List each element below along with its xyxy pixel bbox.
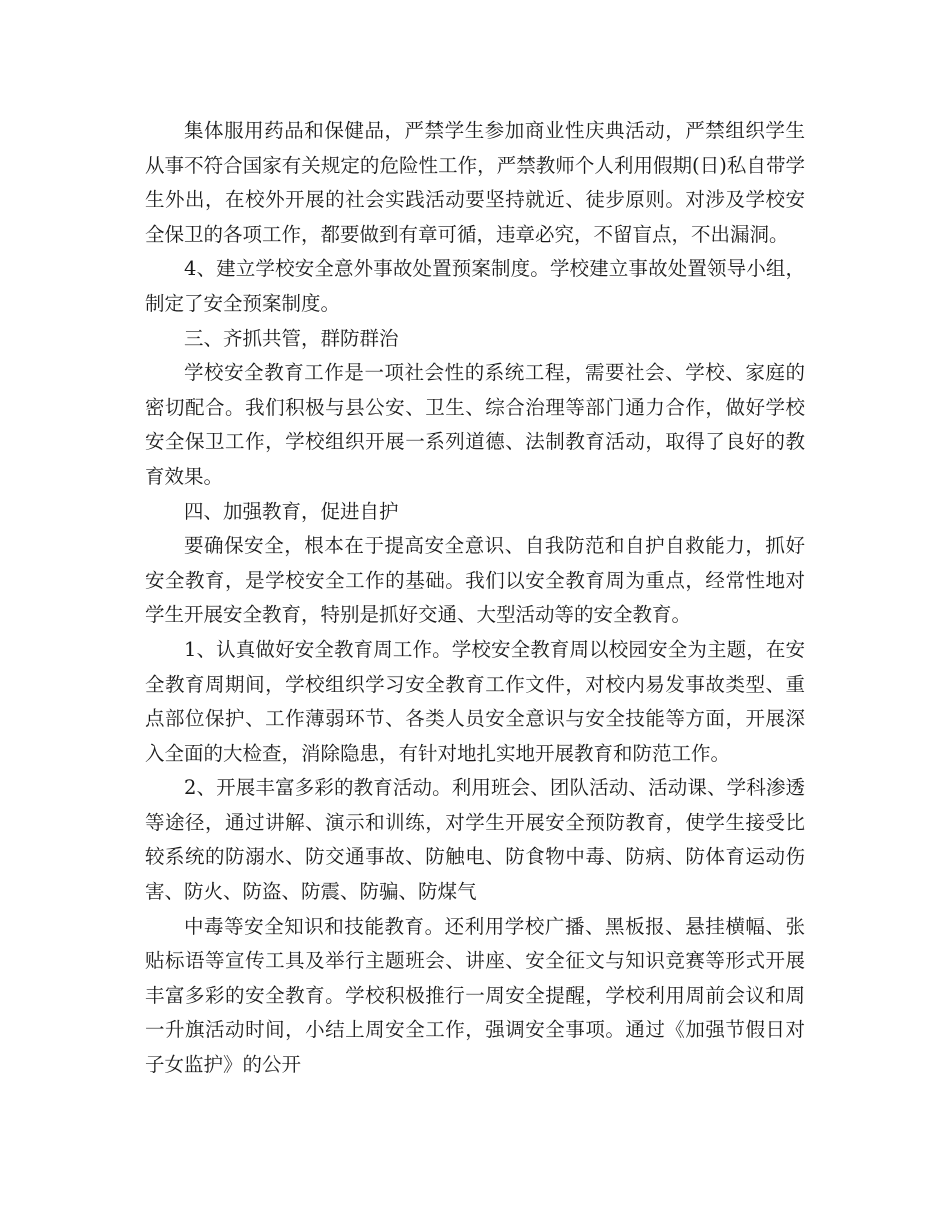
paragraph-education-activities: 2、开展丰富多彩的教育活动。利用班会、团队活动、活动课、学科渗透等途径，通过讲解、演示和训练，对学生开展安全预防教育，使学生接受比较系统的防溺水、防交通事故、防触电、防食物中毒、防病、防体育运动伤害、防火、防盗、防震、防骗、防煤气 [145,776,805,904]
paragraph-safety-week: 1、认真做好安全教育周工作。学校安全教育周以校园安全为主题，在安全教育周期间，学校组织学习安全教育工作文件，对校内易发事故类型、重点部位保护、工作薄弱环节、各类人员安全意识与安全技能等方面，开展深入全面的大检查，消除隐患，有针对地扎实地开展教育和防范工作。 [145,637,805,765]
section-heading-joint-management: 三、齐抓共管，群防群治 [184,326,399,350]
paragraph-safety-awareness: 要确保安全，根本在于提高安全意识、自我防范和自护自救能力，抓好安全教育，是学校安全工作的基础。我们以安全教育周为重点，经常性地对学生开展安全教育，特别是抓好交通、大型活动等的安全教育。 [145,534,805,627]
section-heading-education: 四、加强教育，促进自护 [184,499,399,523]
paragraph-accident-plan: 4、建立学校安全意外事故处置预案制度。学校建立事故处置领导小组，制定了安全预案制度。 [145,257,805,315]
paragraph-social-cooperation: 学校安全教育工作是一项社会性的系统工程，需要社会、学校、家庭的密切配合。我们积极与县公安、卫生、综合治理等部门通力合作，做好学校安全保卫工作，学校组织开展一系列道德、法制教育活动，取得了良好的教育效果。 [145,361,805,488]
paragraph-publicity-methods: 中毒等安全知识和技能教育。还利用学校广播、黑板报、悬挂横幅、张贴标语等宣传工具及举行主题班会、讲座、安全征文与知识竞赛等形式开展丰富多彩的安全教育。学校积极推行一周安全提醒，学校利用周前会议和周一升旗活动时间，小结上周安全工作，强调安全事项。通过《加强节假日对子女监护》的公开 [145,914,805,1077]
paragraph-activities-rules: 集体服用药品和保健品，严禁学生参加商业性庆典活动，严禁组织学生从事不符合国家有关规定的危险性工作，严禁教师个人利用假期(日)私自带学生外出，在校外开展的社会实践活动要坚持就近、徒步原则。对涉及学校安全保卫的各项工作，都要做到有章可循，违章必究，不留盲点，不出漏洞。 [145,119,805,246]
document-body [145,114,805,1083]
